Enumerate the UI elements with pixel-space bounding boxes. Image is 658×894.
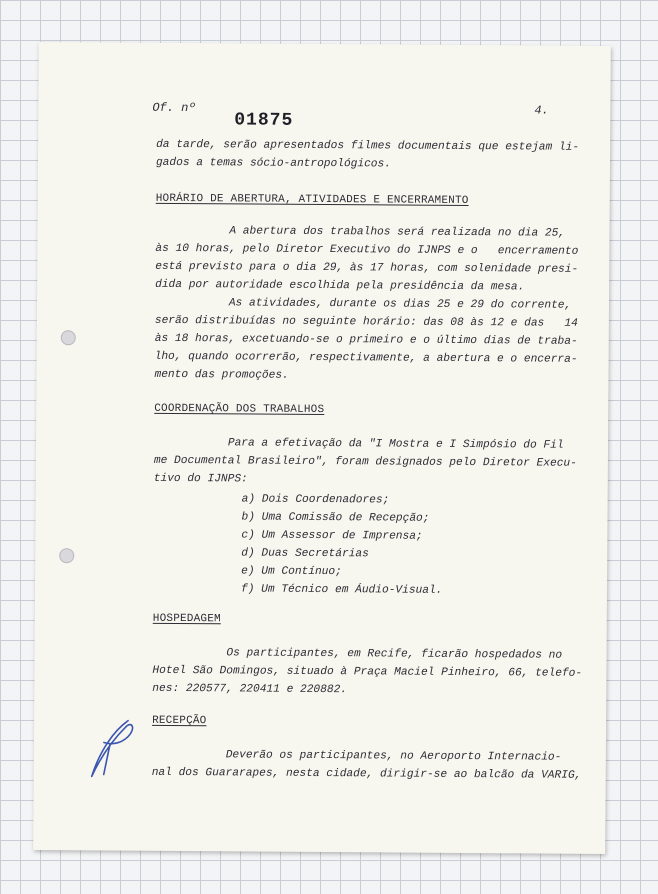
page-number: 4. (534, 103, 549, 118)
handwritten-signature (80, 714, 151, 786)
list-item: a) Dois Coordenadores; (241, 493, 390, 507)
section-heading-recepcao: RECEPÇÃO (152, 714, 207, 728)
body-line: A abertura dos trabalhos será realizada no dia 25, (155, 224, 566, 240)
body-line: dida por autoridade escolhida pela presidência da mesa. (155, 278, 525, 294)
body-line: está previsto para o dia 29, às 17 horas, com solenidade presi- (155, 260, 579, 276)
punch-hole (59, 548, 74, 563)
list-item: e) Um Contínuo; (241, 565, 342, 579)
body-line: às 10 horas, pelo Diretor Executivo do IJNPS e o encerramento (155, 242, 579, 258)
oficio-number: 01875 (234, 110, 294, 131)
body-line: nes: 220577, 220411 e 220882. (152, 682, 348, 697)
body-line: As atividades, durante os dias 25 e 29 do corrente, (154, 296, 572, 312)
section-heading-coordenacao: COORDENAÇÃO DOS TRABALHOS (154, 402, 325, 417)
body-line: nal dos Guararapes, nesta cidade, dirigir-se ao balcão da VARIG, (151, 766, 582, 782)
list-item: c) Um Assessor de Imprensa; (241, 529, 423, 543)
body-line: gados a temas sócio-antropológicos. (155, 156, 392, 171)
body-line: me Documental Brasileiro", foram designados pelo Diretor Execu- (153, 454, 577, 470)
body-line: serão distribuídas no seguinte horário: das 08 às 12 e das 14 (154, 314, 578, 330)
body-line: tivo do IJNPS: (153, 472, 248, 486)
body-line: Hotel São Domingos, situado à Praça Maciel Pinheiro, 66, telefo- (152, 664, 583, 680)
list-item: d) Duas Secretárias (241, 547, 369, 561)
body-line: mento das promoções. (154, 368, 289, 382)
section-heading-hospedagem: HOSPEDAGEM (152, 612, 221, 626)
document-page (33, 42, 611, 854)
oficio-label: Of. nº (152, 100, 196, 116)
list-item: b) Uma Comissão de Recepção; (241, 511, 430, 525)
body-line: Para a efetivação da "I Mostra e I Simpósio do Fil (153, 436, 564, 452)
list-item: f) Um Técnico em Áudio-Visual. (240, 583, 443, 597)
body-line: às 18 horas, excetuando-se o primeiro e o último dias de traba- (154, 332, 578, 348)
body-line: Os participantes, em Recife, ficarão hospedados no (152, 646, 563, 662)
body-line: lho, quando ocorrerão, respectivamente, a abertura e o encerra- (154, 350, 578, 366)
punch-hole (61, 330, 76, 345)
body-line: da tarde, serão apresentados filmes documentais que estejam li- (156, 138, 580, 154)
body-line: Deverão os participantes, no Aeroporto Internacio- (151, 748, 562, 764)
section-heading-horario: HORÁRIO DE ABERTURA, ATIVIDADES E ENCERRAMENTO (155, 192, 469, 208)
